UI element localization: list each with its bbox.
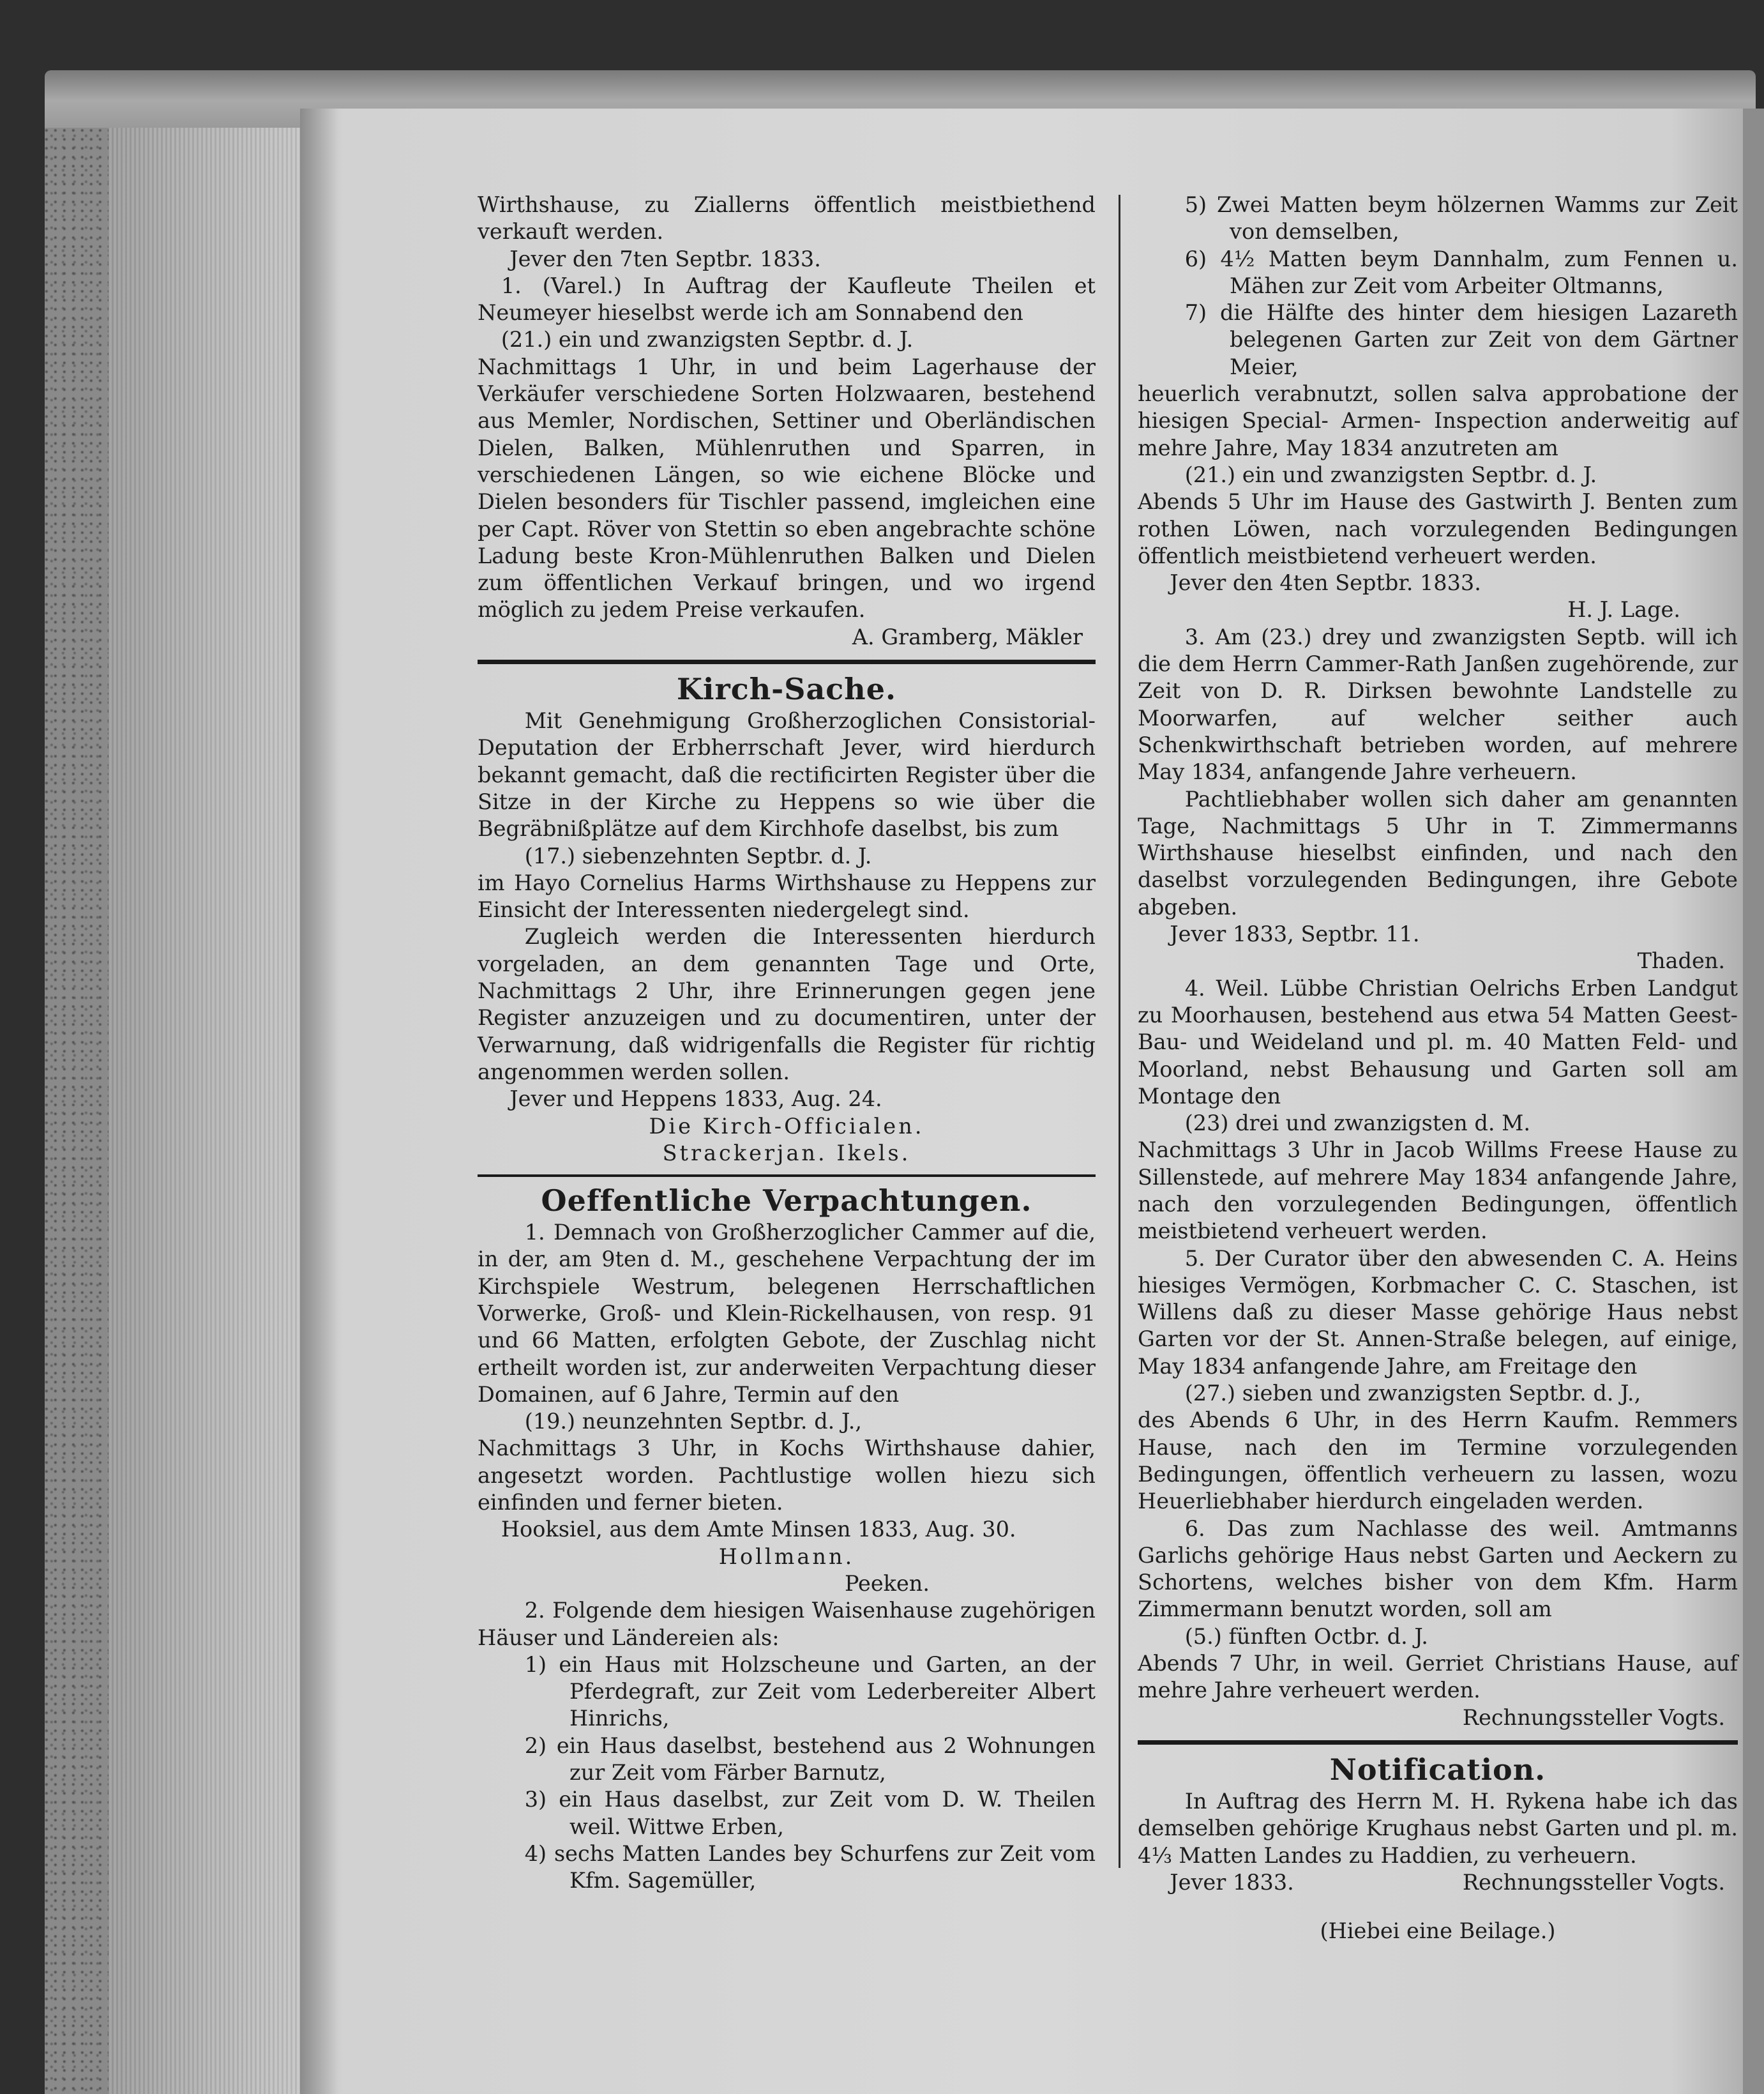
notice-4-date: (23) drei und zwanzigsten d. M.	[1184, 1111, 1531, 1136]
notice-varel-signature: A. Gramberg, Mäkler	[852, 624, 1083, 649]
kirch-date: (17.) siebenzehnten Septbr. d. J.	[524, 843, 872, 869]
heuer-date: (21.) ein und zwanzigsten Septbr. d. J.	[1184, 462, 1597, 487]
next-page-edge	[1743, 109, 1764, 2094]
left-column	[478, 192, 1096, 1895]
verp-place: Hooksiel, aus dem Amte Minsen 1833, Aug. 30.	[501, 1517, 1016, 1542]
notice-varel-body: Nachmittags 1 Uhr, in und beim Lagerhause der Verkäufer verschiedene Sorten Holzwaaren, bestehend aus Memler, Nordischen, Settiner und Oberländischen Dielen, Balken, Mühlenruthen und Sparren, in verschiedenen Längen, so wie eichene Blöcke und Dielen besonders für Tischler passend, imgleichen eine per Capt. Röver von Stettin so eben angebrachte schöne Ladung beste Kron-Mühlenruthen Balken und Dielen zum öffentlichen Verkauf bringen, und wo irgend möglich zu jedem Preise verkaufen.	[478, 354, 1096, 623]
gutter-shadow	[300, 109, 338, 2094]
verp-paragraph-2: 2. Folgende dem hiesigen Waisenhause zugehörigen Häuser und Ländereien als:	[478, 1598, 1096, 1650]
notice-3-date: Jever 1833, Septbr. 11.	[1170, 922, 1420, 947]
notice-6-date: (5.) fünften Octbr. d. J.	[1184, 1623, 1428, 1649]
notice-date: Jever den 7ten Septbr. 1833.	[509, 246, 821, 271]
book-cover-edge	[45, 128, 109, 2094]
notification-paragraph: In Auftrag des Herrn M. H. Rykena habe ich das demselben gehörige Krughaus nebst Garten und pl. m. 4⅓ Matten Landes zu Haddien, zu verheuern.	[1138, 1788, 1738, 1868]
notice-4: 4. Weil. Lübbe Christian Oelrichs Erben Landgut zu Moorhausen, bestehend aus etwa 54 Matten Geest- Bau- und Weideland und pl. m. 40 Matten Feld- und Moorland, nebst Behausung und Garten soll am Montage den	[1138, 975, 1738, 1109]
notice-4-body: Nachmittags 3 Uhr in Jacob Willms Freese Hause zu Sillenstede, auf mehrere May 1834 anfangende Jahre, nach den vorzulegenden Bedingungen, öffentlich meistbietend verheuert werden.	[1138, 1137, 1738, 1244]
notice-3-continued: Pachtliebhaber wollen sich daher am genannten Tage, Nachmittags 5 Uhr in T. Zimmermanns Wirthshause hieselbst einfinden, und nach den daselbst vorzulegenden Bedingungen, ihre Gebote abgeben.	[1138, 786, 1738, 920]
kirch-place-date: Jever und Heppens 1833, Aug. 24.	[509, 1086, 882, 1112]
notice-3: 3. Am (23.) drey und zwanzigsten Septb. will ich die dem Herrn Cammer-Rath Janßen zugehörende, zur Zeit von D. R. Dirksen bewohnte Landstelle zu Moorwarfen, auf welcher seither auch Schenkwirthschaft betrieben worden, auf mehrere May 1834, anfangende Jahre verheuern.	[1138, 624, 1738, 785]
list-item: 2) ein Haus daselbst, bestehend aus 2 Wohnungen zur Zeit vom Färber Barnutz,	[524, 1733, 1096, 1786]
kirch-paragraph-3: Zugleich werden die Interessenten hierdurch vorgeladen, an dem genannten Tage und Orte, Nachmittags 2 Uhr, ihre Erinnerungen gegen jene Register anzuzeigen und zu documentiren, unter der Verwarnung, daß widrigenfalls die Register für richtig angenommen werden sollen.	[478, 924, 1096, 1084]
kirch-paragraph-2: im Hayo Cornelius Harms Wirthshause zu Heppens zur Einsicht der Interessenten niedergelegt sind.	[478, 870, 1096, 923]
notice-5: 5. Der Curator über den abwesenden C. A. Heins hiesiges Vermögen, Korbmacher C. C. Staschen, ist Willens daß zu dieser Masse gehörige Haus nebst Garten vor der St. Annen-Straße belegen, auf einige, May 1834 anfangende Jahre, am Freitage den	[1138, 1245, 1738, 1379]
section-rule	[478, 660, 1096, 664]
heading-kirch-sache: Kirch-Sache.	[677, 672, 896, 707]
heading-verpachtungen: Oeffentliche Verpachtungen.	[541, 1183, 1032, 1218]
list-item: 5) Zwei Matten beym hölzernen Wamms zur Zeit von demselben,	[1184, 192, 1738, 245]
kirch-signature-1: Die Kirch-Officialen.	[649, 1113, 924, 1139]
notice-varel-date: (21.) ein und zwanzigsten Septbr. d. J.	[501, 327, 914, 353]
verp-paragraph-1b: Nachmittags 3 Uhr, in Kochs Wirthshause dahier, angesetzt worden. Pachtlustige wollen hiezu sich einfinden und ferner bieten.	[478, 1436, 1096, 1515]
verp-signature-1: Hollmann.	[718, 1544, 855, 1569]
list-item: 3) ein Haus daselbst, zur Zeit vom D. W. Theilen weil. Wittwe Erben,	[524, 1787, 1096, 1839]
list-item: 1) ein Haus mit Holzscheune und Garten, an der Pferdegraft, zur Zeit vom Lederbereiter Albert Hinrichs,	[524, 1651, 1096, 1731]
notice-5-date: (27.) sieben und zwanzigsten Septbr. d. J.,	[1184, 1381, 1641, 1406]
right-column	[1138, 192, 1738, 1945]
list-item: 4) sechs Matten Landes bey Schurfens zur Zeit vom Kfm. Sagemüller,	[524, 1840, 1096, 1893]
list-item: 7) die Hälfte des hinter dem hiesigen Lazareth belegenen Garten zur Zeit von dem Gärtner Meier,	[1184, 300, 1738, 379]
notification-signature: Rechnungssteller Vogts.	[1462, 1869, 1725, 1895]
list-item: 6) 4½ Matten beym Dannhalm, zum Fennen u. Mähen zur Zeit vom Arbeiter Oltmanns,	[1184, 246, 1738, 298]
notice-3-signature: Thaden.	[1637, 948, 1725, 974]
notification-place-date	[1138, 1869, 1738, 1896]
column-divider	[1119, 195, 1120, 1868]
heuer-paragraph: heuerlich verabnutzt, sollen salva approbatione der hiesigen Special- Armen- Inspection anderweitig auf mehre Jahre, May 1834 anzutreten am	[1138, 381, 1738, 460]
heuer-place-date: Jever den 4ten Septbr. 1833.	[1170, 570, 1481, 596]
kirch-signature-2: Strackerjan. Ikels.	[662, 1140, 911, 1165]
verp-date: (19.) neunzehnten Septbr. d. J.,	[524, 1409, 863, 1434]
section-rule	[1138, 1740, 1738, 1745]
notice-continuation: Wirthshause, zu Ziallerns öffentlich meistbiethend verkauft werden.	[478, 192, 1096, 245]
heading-notification: Notification.	[1329, 1752, 1546, 1787]
heuer-body: Abends 5 Uhr im Hause des Gastwirth J. Benten zum rothen Löwen, nach vorzulegenden Bedingungen öffentlich meistbietend verheuert werden.	[1138, 489, 1738, 568]
notice-6-signature: Rechnungssteller Vogts.	[1462, 1704, 1725, 1730]
section-rule	[478, 1174, 1096, 1177]
beilage-note: (Hiebei eine Beilage.)	[1320, 1918, 1556, 1944]
verp-paragraph-1: 1. Demnach von Großherzoglicher Cammer auf die, in der, am 9ten d. M., geschehene Verpachtung der im Kirchspiele Westrum, belegenen Herrschaftlichen Vorwerke, Groß- und Klein-Rickelhausen, von resp. 91 und 66 Matten, erfolgten Gebote, der Zuschlag nicht ertheilt worden ist, zur anderweiten Verpachtung dieser Domainen, auf 6 Jahre, Termin auf den	[478, 1220, 1096, 1407]
verp-signature-2: Peeken.	[844, 1570, 930, 1596]
notice-5-body: des Abends 6 Uhr, in des Herrn Kaufm. Remmers Hause, nach den im Termine vorzulegenden Bedingungen, öffentlich verheuern zu lassen, wozu Heuerliebhaber hierdurch eingeladen werden.	[1138, 1407, 1738, 1514]
notice-6: 6. Das zum Nachlasse des weil. Amtmanns Garlichs gehörige Haus nebst Garten und Aeckern zu Schortens, welches bisher von dem Kfm. Harm Zimmermann benutzt worden, soll am	[1138, 1515, 1738, 1622]
notice-6-body: Abends 7 Uhr, in weil. Gerriet Christians Hause, auf mehre Jahre verheuert werden.	[1138, 1651, 1738, 1703]
notification-date: Jever 1833.	[1170, 1869, 1294, 1895]
notice-varel: 1. (Varel.) In Auftrag der Kaufleute Theilen et Neumeyer hieselbst werde ich am Sonnabend den	[478, 273, 1096, 326]
kirch-paragraph-1: Mit Genehmigung Großherzoglichen Consistorial-Deputation der Erbherrschaft Jever, wird hierdurch bekannt gemacht, daß die rectificirten Register über die Sitze in der Kirche zu Heppens so wie über die Begräbnißplätze auf dem Kirchhofe daselbst, bis zum	[478, 708, 1096, 842]
heuer-signature: H. J. Lage.	[1567, 597, 1680, 623]
